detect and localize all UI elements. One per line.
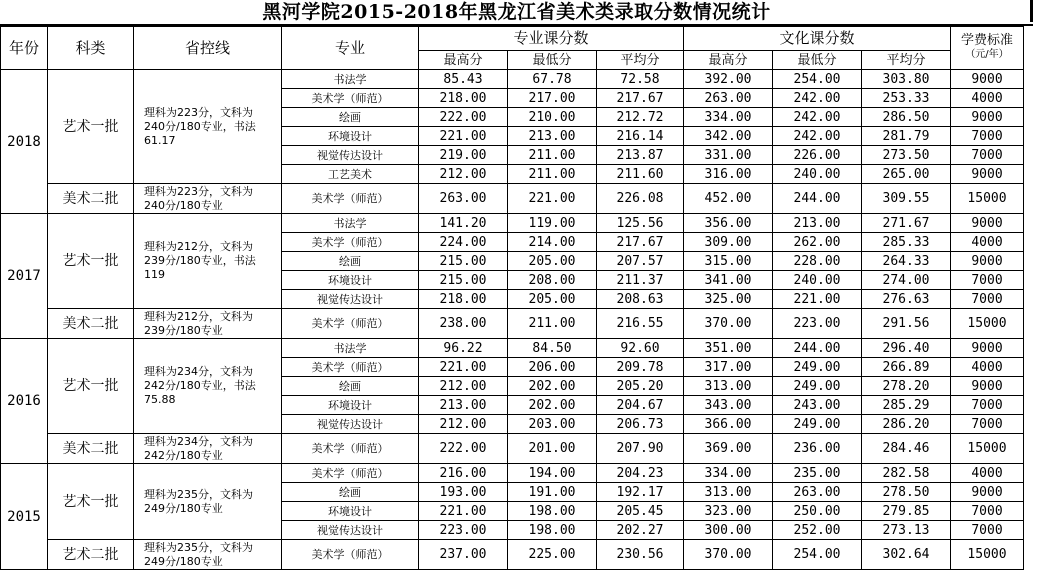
- header-art-avg[interactable]: 平均分: [597, 51, 684, 70]
- table-row: [1, 184, 1024, 214]
- major-cell[interactable]: 绘画: [282, 252, 419, 271]
- art-max-cell[interactable]: 85.43: [419, 70, 508, 89]
- major-cell[interactable]: 绘画: [282, 483, 419, 502]
- culture-max-cell[interactable]: 343.00: [684, 396, 773, 415]
- culture-max-cell[interactable]: 366.00: [684, 415, 773, 434]
- culture-max-cell[interactable]: 316.00: [684, 165, 773, 184]
- category-cell[interactable]: 艺术一批: [48, 339, 134, 434]
- art-max-cell[interactable]: 224.00: [419, 233, 508, 252]
- control-line-cell[interactable]: 理科为223分，文科为240分/180专业: [134, 184, 282, 214]
- tuition-cell[interactable]: 15000: [951, 434, 1024, 464]
- art-max-cell[interactable]: 221.00: [419, 358, 508, 377]
- header-tuition-label: 学费标准: [960, 33, 1013, 48]
- tuition-cell[interactable]: 7000: [951, 396, 1024, 415]
- art-avg-cell[interactable]: 216.55: [597, 309, 684, 339]
- control-line-cell[interactable]: 理科为212分，文科为239分/180专业，书法119: [134, 214, 282, 309]
- art-avg-cell[interactable]: 205.45: [597, 502, 684, 521]
- category-cell[interactable]: 美术二批: [48, 184, 134, 214]
- art-min-cell[interactable]: 198.00: [508, 502, 597, 521]
- art-min-cell[interactable]: 202.00: [508, 396, 597, 415]
- culture-min-cell[interactable]: 236.00: [773, 434, 862, 464]
- art-avg-cell[interactable]: 217.67: [597, 89, 684, 108]
- header-culture-max[interactable]: 最高分: [684, 51, 773, 70]
- culture-min-cell[interactable]: 249.00: [773, 358, 862, 377]
- culture-min-cell[interactable]: 223.00: [773, 309, 862, 339]
- art-min-cell[interactable]: 205.00: [508, 252, 597, 271]
- category-cell[interactable]: 艺术二批: [48, 540, 134, 570]
- major-cell[interactable]: 美术学（师范）: [282, 184, 419, 214]
- art-min-cell[interactable]: 202.00: [508, 377, 597, 396]
- culture-max-cell[interactable]: 263.00: [684, 89, 773, 108]
- major-cell[interactable]: 美术学（师范）: [282, 464, 419, 483]
- major-cell[interactable]: 书法学: [282, 339, 419, 358]
- art-avg-cell[interactable]: 125.56: [597, 214, 684, 233]
- art-avg-cell[interactable]: 216.14: [597, 127, 684, 146]
- major-cell[interactable]: 美术学（师范）: [282, 309, 419, 339]
- table-row: [1, 464, 1024, 483]
- tuition-cell[interactable]: 7000: [951, 415, 1024, 434]
- art-min-cell[interactable]: 217.00: [508, 89, 597, 108]
- header-tuition-unit: （元/年）: [965, 49, 1009, 60]
- culture-avg-cell[interactable]: 253.33: [862, 89, 951, 108]
- major-cell[interactable]: 工艺美术: [282, 165, 419, 184]
- major-cell[interactable]: 美术学（师范）: [282, 358, 419, 377]
- table-row: [1, 339, 1024, 358]
- tuition-cell[interactable]: 7000: [951, 146, 1024, 165]
- header-tuition[interactable]: [951, 27, 1024, 70]
- art-avg-cell[interactable]: 207.57: [597, 252, 684, 271]
- art-avg-cell[interactable]: 206.73: [597, 415, 684, 434]
- art-max-cell[interactable]: 237.00: [419, 540, 508, 570]
- culture-max-cell[interactable]: 351.00: [684, 339, 773, 358]
- major-cell[interactable]: 美术学（师范）: [282, 540, 419, 570]
- art-min-cell[interactable]: 221.00: [508, 184, 597, 214]
- culture-avg-cell[interactable]: 281.79: [862, 127, 951, 146]
- table-row: [1, 540, 1024, 570]
- culture-avg-cell[interactable]: 271.67: [862, 214, 951, 233]
- major-cell[interactable]: 视觉传达设计: [282, 290, 419, 309]
- art-avg-cell[interactable]: 230.56: [597, 540, 684, 570]
- art-avg-cell[interactable]: 92.60: [597, 339, 684, 358]
- control-line-cell[interactable]: 理科为235分，文科为249分/180专业: [134, 464, 282, 540]
- culture-min-cell[interactable]: 243.00: [773, 396, 862, 415]
- art-min-cell[interactable]: 225.00: [508, 540, 597, 570]
- major-cell[interactable]: 环境设计: [282, 396, 419, 415]
- control-line-cell[interactable]: 理科为234分，文科为242分/180专业，书法75.88: [134, 339, 282, 434]
- tuition-cell[interactable]: 4000: [951, 89, 1024, 108]
- art-avg-cell[interactable]: 211.60: [597, 165, 684, 184]
- tuition-cell[interactable]: 15000: [951, 540, 1024, 570]
- header-art-max[interactable]: 最高分: [419, 51, 508, 70]
- art-max-cell[interactable]: 222.00: [419, 108, 508, 127]
- culture-min-cell[interactable]: 226.00: [773, 146, 862, 165]
- culture-avg-cell[interactable]: 285.29: [862, 396, 951, 415]
- art-avg-cell[interactable]: 204.67: [597, 396, 684, 415]
- art-avg-cell[interactable]: 72.58: [597, 70, 684, 89]
- score-table: [0, 26, 1024, 570]
- culture-max-cell[interactable]: 309.00: [684, 233, 773, 252]
- category-cell[interactable]: 美术二批: [48, 434, 134, 464]
- culture-min-cell[interactable]: 249.00: [773, 415, 862, 434]
- culture-min-cell[interactable]: 228.00: [773, 252, 862, 271]
- tuition-cell[interactable]: 4000: [951, 358, 1024, 377]
- culture-max-cell[interactable]: 334.00: [684, 108, 773, 127]
- art-min-cell[interactable]: 211.00: [508, 165, 597, 184]
- art-max-cell[interactable]: 212.00: [419, 377, 508, 396]
- culture-max-cell[interactable]: 300.00: [684, 521, 773, 540]
- art-avg-cell[interactable]: 217.67: [597, 233, 684, 252]
- culture-max-cell[interactable]: 323.00: [684, 502, 773, 521]
- art-min-cell[interactable]: 119.00: [508, 214, 597, 233]
- art-avg-cell[interactable]: 226.08: [597, 184, 684, 214]
- culture-avg-cell[interactable]: 276.63: [862, 290, 951, 309]
- header-row-top: [1, 27, 1024, 51]
- culture-avg-cell[interactable]: 265.00: [862, 165, 951, 184]
- tuition-cell[interactable]: 15000: [951, 309, 1024, 339]
- culture-avg-cell[interactable]: 273.50: [862, 146, 951, 165]
- art-avg-cell[interactable]: 209.78: [597, 358, 684, 377]
- culture-min-cell[interactable]: 242.00: [773, 127, 862, 146]
- tuition-cell[interactable]: 7000: [951, 521, 1024, 540]
- art-max-cell[interactable]: 141.20: [419, 214, 508, 233]
- art-min-cell[interactable]: 213.00: [508, 127, 597, 146]
- year-cell[interactable]: 2017: [1, 214, 48, 339]
- year-cell[interactable]: 2016: [1, 339, 48, 464]
- art-min-cell[interactable]: 210.00: [508, 108, 597, 127]
- culture-min-cell[interactable]: 254.00: [773, 540, 862, 570]
- art-max-cell[interactable]: 216.00: [419, 464, 508, 483]
- major-cell[interactable]: 环境设计: [282, 127, 419, 146]
- art-max-cell[interactable]: 215.00: [419, 252, 508, 271]
- table-row: [1, 309, 1024, 339]
- cell-cursor-mark: [1030, 0, 1033, 22]
- major-cell[interactable]: 环境设计: [282, 502, 419, 521]
- major-cell[interactable]: 美术学（师范）: [282, 233, 419, 252]
- art-min-cell[interactable]: 205.00: [508, 290, 597, 309]
- art-avg-cell[interactable]: 207.90: [597, 434, 684, 464]
- art-min-cell[interactable]: 67.78: [508, 70, 597, 89]
- tuition-cell[interactable]: 7000: [951, 271, 1024, 290]
- art-max-cell[interactable]: 213.00: [419, 396, 508, 415]
- tuition-cell[interactable]: 9000: [951, 252, 1024, 271]
- art-max-cell[interactable]: 218.00: [419, 290, 508, 309]
- culture-avg-cell[interactable]: 284.46: [862, 434, 951, 464]
- sheet-title: 黑河学院2015-2018年黑龙江省美术类录取分数情况统计: [0, 0, 1033, 26]
- culture-max-cell[interactable]: 452.00: [684, 184, 773, 214]
- culture-max-cell[interactable]: 331.00: [684, 146, 773, 165]
- art-min-cell[interactable]: 206.00: [508, 358, 597, 377]
- header-category[interactable]: 科类: [48, 27, 134, 70]
- culture-avg-cell[interactable]: 291.56: [862, 309, 951, 339]
- tuition-cell[interactable]: 4000: [951, 464, 1024, 483]
- culture-avg-cell[interactable]: 286.50: [862, 108, 951, 127]
- header-year[interactable]: 年份: [1, 27, 48, 70]
- tuition-cell[interactable]: 9000: [951, 108, 1024, 127]
- culture-avg-cell[interactable]: 266.89: [862, 358, 951, 377]
- header-art-min[interactable]: 最低分: [508, 51, 597, 70]
- tuition-cell[interactable]: 9000: [951, 214, 1024, 233]
- culture-avg-cell[interactable]: 264.33: [862, 252, 951, 271]
- culture-max-cell[interactable]: 317.00: [684, 358, 773, 377]
- art-min-cell[interactable]: 198.00: [508, 521, 597, 540]
- art-max-cell[interactable]: 212.00: [419, 415, 508, 434]
- culture-max-cell[interactable]: 370.00: [684, 309, 773, 339]
- culture-max-cell[interactable]: 392.00: [684, 70, 773, 89]
- art-min-cell[interactable]: 211.00: [508, 146, 597, 165]
- tuition-cell[interactable]: 7000: [951, 502, 1024, 521]
- category-cell[interactable]: 艺术一批: [48, 214, 134, 309]
- culture-avg-cell[interactable]: 302.64: [862, 540, 951, 570]
- year-cell[interactable]: 2018: [1, 70, 48, 214]
- major-cell[interactable]: 视觉传达设计: [282, 415, 419, 434]
- art-min-cell[interactable]: 211.00: [508, 309, 597, 339]
- art-avg-cell[interactable]: 192.17: [597, 483, 684, 502]
- culture-avg-cell[interactable]: 274.00: [862, 271, 951, 290]
- culture-min-cell[interactable]: 262.00: [773, 233, 862, 252]
- major-cell[interactable]: 美术学（师范）: [282, 434, 419, 464]
- table-row: [1, 214, 1024, 233]
- culture-min-cell[interactable]: 240.00: [773, 271, 862, 290]
- culture-max-cell[interactable]: 342.00: [684, 127, 773, 146]
- major-cell[interactable]: 书法学: [282, 214, 419, 233]
- art-avg-cell[interactable]: 212.72: [597, 108, 684, 127]
- culture-min-cell[interactable]: 244.00: [773, 184, 862, 214]
- category-cell[interactable]: 艺术一批: [48, 464, 134, 540]
- header-major[interactable]: 专业: [282, 27, 419, 70]
- control-line-cell[interactable]: 理科为212分，文科为239分/180专业: [134, 309, 282, 339]
- culture-max-cell[interactable]: 341.00: [684, 271, 773, 290]
- tuition-cell[interactable]: 4000: [951, 233, 1024, 252]
- art-avg-cell[interactable]: 205.20: [597, 377, 684, 396]
- culture-max-cell[interactable]: 356.00: [684, 214, 773, 233]
- year-cell[interactable]: 2015: [1, 464, 48, 570]
- art-avg-cell[interactable]: 211.37: [597, 271, 684, 290]
- major-cell[interactable]: 视觉传达设计: [282, 146, 419, 165]
- culture-avg-cell[interactable]: 282.58: [862, 464, 951, 483]
- art-min-cell[interactable]: 191.00: [508, 483, 597, 502]
- table-row: [1, 70, 1024, 89]
- art-min-cell[interactable]: 208.00: [508, 271, 597, 290]
- tuition-cell[interactable]: 9000: [951, 70, 1024, 89]
- tuition-cell[interactable]: 9000: [951, 483, 1024, 502]
- culture-min-cell[interactable]: 250.00: [773, 502, 862, 521]
- header-culture-avg[interactable]: 平均分: [862, 51, 951, 70]
- major-cell[interactable]: 视觉传达设计: [282, 521, 419, 540]
- art-max-cell[interactable]: 222.00: [419, 434, 508, 464]
- art-avg-cell[interactable]: 208.63: [597, 290, 684, 309]
- header-culture-min[interactable]: 最低分: [773, 51, 862, 70]
- culture-max-cell[interactable]: 325.00: [684, 290, 773, 309]
- art-avg-cell[interactable]: 202.27: [597, 521, 684, 540]
- table-body: [1, 70, 1024, 570]
- culture-avg-cell[interactable]: 303.80: [862, 70, 951, 89]
- tuition-cell[interactable]: 15000: [951, 184, 1024, 214]
- art-min-cell[interactable]: 201.00: [508, 434, 597, 464]
- control-line-cell[interactable]: 理科为223分，文科为240分/180专业，书法61.17: [134, 70, 282, 184]
- culture-avg-cell[interactable]: 278.20: [862, 377, 951, 396]
- category-cell[interactable]: 美术二批: [48, 309, 134, 339]
- category-cell[interactable]: 艺术一批: [48, 70, 134, 184]
- culture-avg-cell[interactable]: 309.55: [862, 184, 951, 214]
- art-min-cell[interactable]: 84.50: [508, 339, 597, 358]
- culture-max-cell[interactable]: 334.00: [684, 464, 773, 483]
- table-row: [1, 434, 1024, 464]
- culture-min-cell[interactable]: 254.00: [773, 70, 862, 89]
- culture-avg-cell[interactable]: 286.20: [862, 415, 951, 434]
- art-max-cell[interactable]: 263.00: [419, 184, 508, 214]
- culture-max-cell[interactable]: 369.00: [684, 434, 773, 464]
- tuition-cell[interactable]: 9000: [951, 377, 1024, 396]
- art-max-cell[interactable]: 193.00: [419, 483, 508, 502]
- control-line-cell[interactable]: 理科为234分，文科为242分/180专业: [134, 434, 282, 464]
- culture-avg-cell[interactable]: 296.40: [862, 339, 951, 358]
- header-art-scores[interactable]: 专业课分数: [419, 27, 684, 51]
- art-min-cell[interactable]: 194.00: [508, 464, 597, 483]
- culture-min-cell[interactable]: 240.00: [773, 165, 862, 184]
- art-max-cell[interactable]: 212.00: [419, 165, 508, 184]
- art-max-cell[interactable]: 96.22: [419, 339, 508, 358]
- art-max-cell[interactable]: 219.00: [419, 146, 508, 165]
- art-max-cell[interactable]: 223.00: [419, 521, 508, 540]
- tuition-cell[interactable]: 7000: [951, 127, 1024, 146]
- culture-min-cell[interactable]: 235.00: [773, 464, 862, 483]
- control-line-cell[interactable]: 理科为235分，文科为249分/180专业: [134, 540, 282, 570]
- major-cell[interactable]: 书法学: [282, 70, 419, 89]
- culture-min-cell[interactable]: 252.00: [773, 521, 862, 540]
- culture-max-cell[interactable]: 313.00: [684, 483, 773, 502]
- art-min-cell[interactable]: 203.00: [508, 415, 597, 434]
- culture-max-cell[interactable]: 370.00: [684, 540, 773, 570]
- art-max-cell[interactable]: 221.00: [419, 127, 508, 146]
- culture-max-cell[interactable]: 313.00: [684, 377, 773, 396]
- culture-min-cell[interactable]: 242.00: [773, 89, 862, 108]
- art-max-cell[interactable]: 238.00: [419, 309, 508, 339]
- culture-avg-cell[interactable]: 279.85: [862, 502, 951, 521]
- art-min-cell[interactable]: 214.00: [508, 233, 597, 252]
- major-cell[interactable]: 绘画: [282, 377, 419, 396]
- tuition-cell[interactable]: 7000: [951, 290, 1024, 309]
- culture-avg-cell[interactable]: 278.50: [862, 483, 951, 502]
- tuition-cell[interactable]: 9000: [951, 165, 1024, 184]
- culture-avg-cell[interactable]: 273.13: [862, 521, 951, 540]
- culture-min-cell[interactable]: 213.00: [773, 214, 862, 233]
- header-control-line[interactable]: 省控线: [134, 27, 282, 70]
- culture-min-cell[interactable]: 249.00: [773, 377, 862, 396]
- tuition-cell[interactable]: 9000: [951, 339, 1024, 358]
- culture-min-cell[interactable]: 221.00: [773, 290, 862, 309]
- art-max-cell[interactable]: 218.00: [419, 89, 508, 108]
- art-max-cell[interactable]: 215.00: [419, 271, 508, 290]
- art-max-cell[interactable]: 221.00: [419, 502, 508, 521]
- art-avg-cell[interactable]: 204.23: [597, 464, 684, 483]
- art-avg-cell[interactable]: 213.87: [597, 146, 684, 165]
- culture-avg-cell[interactable]: 285.33: [862, 233, 951, 252]
- header-culture-scores[interactable]: 文化课分数: [684, 27, 951, 51]
- culture-min-cell[interactable]: 263.00: [773, 483, 862, 502]
- major-cell[interactable]: 美术学（师范）: [282, 89, 419, 108]
- culture-min-cell[interactable]: 242.00: [773, 108, 862, 127]
- culture-max-cell[interactable]: 315.00: [684, 252, 773, 271]
- major-cell[interactable]: 绘画: [282, 108, 419, 127]
- major-cell[interactable]: 环境设计: [282, 271, 419, 290]
- culture-min-cell[interactable]: 244.00: [773, 339, 862, 358]
